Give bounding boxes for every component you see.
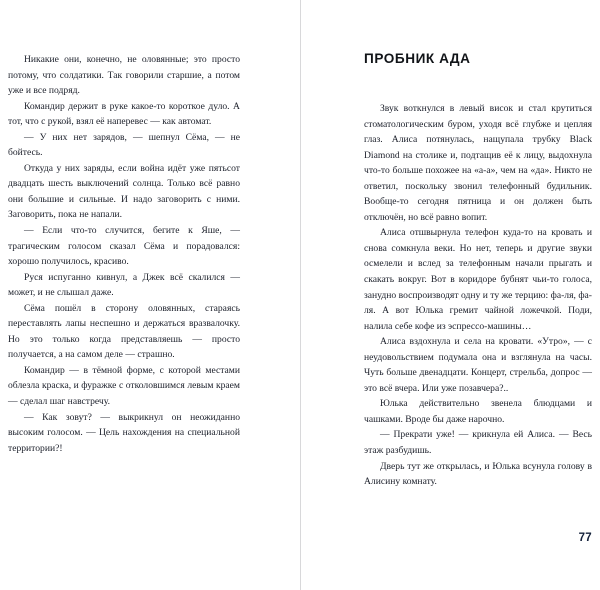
paragraph: Командир — в тёмной форме, с которой местами облезла краска, и фуражке с отколовшимся левым краем — сделал шаг навстречу. (8, 364, 240, 408)
paragraph: Руся испуганно кивнул, а Джек всё скалился — может, и не слышал даже. (8, 271, 240, 299)
paragraph: — Прекрати уже! — крикнула ей Алиса. — Весь этаж разбудишь. (364, 429, 592, 456)
paragraph: Звук воткнулся в левый висок и стал крутиться стоматологическим буром, уходя всё глубже и цепляя глаз. Алиса потянулась, нащупала трубку Black Diamond на столике и, подтащив её к лицу, выдохнула что-то больше похожее на «а-а», чем на «да». Никто не ответил, поскольку звонил телефонный будильник. Вообще-то сегодня пятница и он должен быть отключён, но всё равно вопит. (364, 102, 592, 223)
paragraph: Командир держит в руке какое-то короткое дуло. А тот, что с рукой, взял её наперевес — как автомат. (8, 100, 240, 128)
chapter-title: ПРОБНИК АДА (364, 51, 471, 66)
page-number: 77 (578, 532, 592, 544)
paragraph: Откуда у них заряды, если война идёт уже пятьсот двадцать шесть выключений солнца. Только всё равно они большие и сильные. И надо заговорить с ними. Заговорить, пока не напали. (8, 162, 240, 221)
paragraph: — У них нет зарядов, — шепнул Сёма, — не бойтесь. (8, 131, 240, 159)
paragraph: Сёма пошёл в сторону оловянных, стараясь переставлять лапы неспешно и держаться вразвалочку. Но это только когда представляешь — просто получается, а на самом деле — страшно. (8, 302, 240, 361)
paragraph: Юлька действительно звенела блюдцами и чашками. Вроде бы даже нарочно. (364, 398, 592, 425)
paragraph: Дверь тут же открылась, и Юлька всунула голову в Алисину комнату. (364, 460, 592, 488)
right-page-text-column (364, 101, 592, 490)
left-page-text-column (8, 52, 240, 456)
paragraph: Алиса вздохнула и села на кровати. «Утро», — с неудовольствием подумала она и взглянула на часы. Чуть больше двенадцати. Концерт, стрельба, допрос — это всё вчера. Или уже позавчера?.. (364, 336, 592, 394)
right-page (300, 0, 600, 590)
paragraph: — Если что-то случится, бегите к Яше, — трагическим голосом сказал Сёма и порадовался: хорошо получилось, красиво. (8, 225, 240, 268)
paragraph: Никакие они, конечно, не оловянные; это просто потому, что солдатики. Так говорили старшие, а потом уже и все подряд. (8, 54, 240, 97)
paragraph: Алиса отшвырнула телефон куда-то на кровать и снова сомкнула веки. Но нет, теперь и другие звуки осмелели и вслед за телефонным начали прыгать и скакать вокруг. Вот в коридоре бубнят чьи-то голоса, занудно воспроизводят одну и ту же терцию: фа-ля, фа-ля. А вот Юлька гремит чайной ложечкой. Поди, налила себе кофе из эспрессо-машины… (364, 227, 592, 332)
paragraph: — Как зовут? — выкрикнул он неожиданно высоким голосом. — Цель нахождения на специальной территории?! (8, 411, 240, 454)
